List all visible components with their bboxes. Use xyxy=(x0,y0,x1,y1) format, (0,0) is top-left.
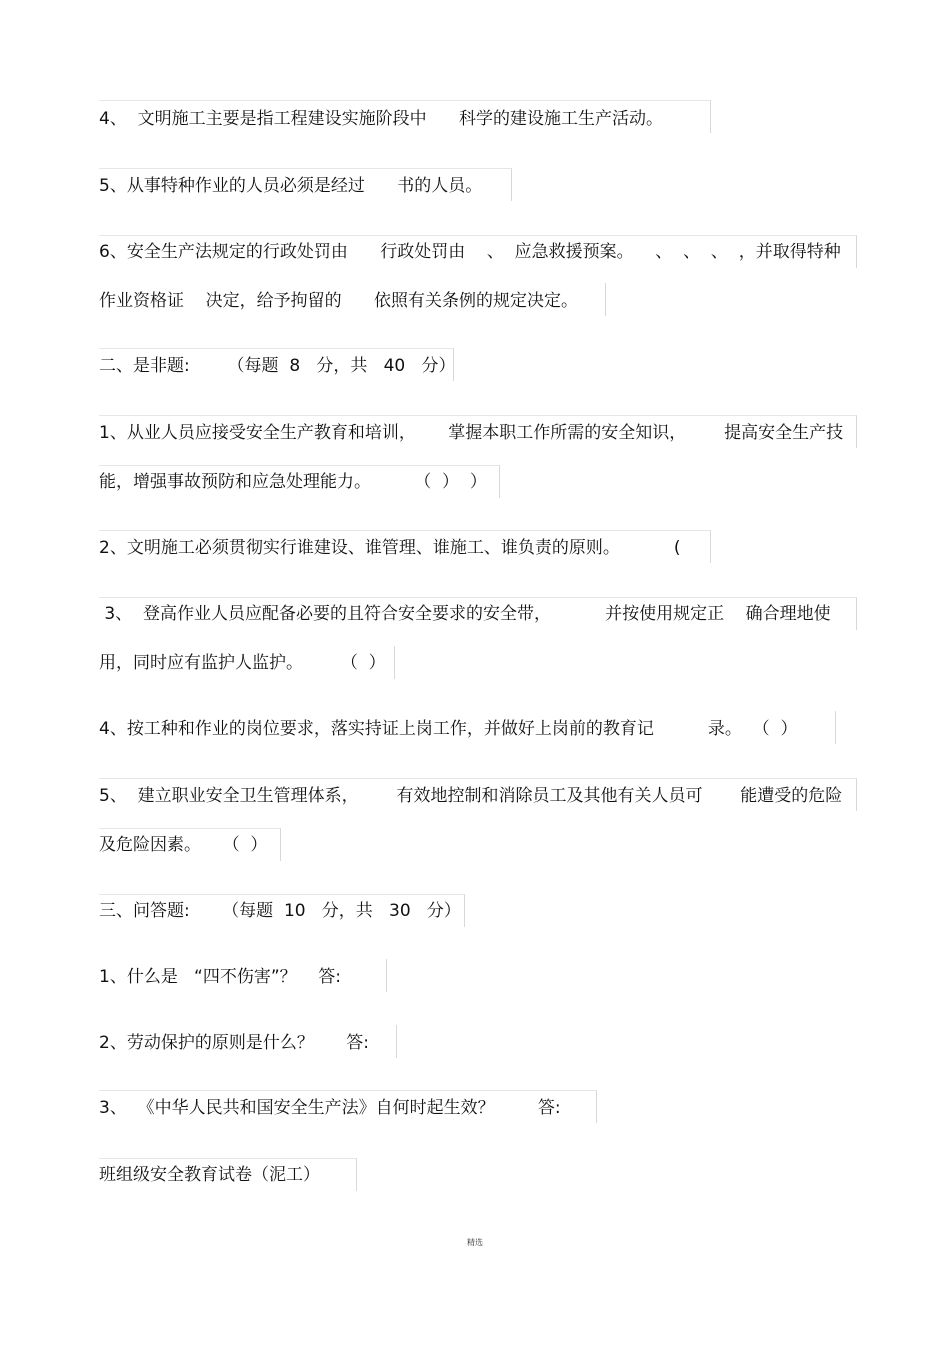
section-qa-heading: 三、问答题: （每题 10 分，共 30 分） xyxy=(99,901,461,921)
question-tf-4: 4、按工种和作业的岗位要求，落实持证上岗工作，并做好上岗前的教育记 录。 （ ） xyxy=(99,719,798,739)
question-fill-5: 5、从事特种作业的人员必须是经过 书的人员。 xyxy=(99,176,483,196)
question-qa-1: 1、什么是 “四不伤害”？ 答: xyxy=(99,967,341,987)
page-footer: 精选 xyxy=(467,1238,483,1247)
question-tf-1-line1: 1、从业人员应接受安全生产教育和培训， 掌握本职工作所需的安全知识， 提高安全生产技 xyxy=(99,423,844,443)
question-fill-6-line1: 6、安全生产法规定的行政处罚由 行政处罚由 、 应急救援预案。 、 、 、 ，并取得特种 xyxy=(99,242,841,262)
exam-title: 班组级安全教育试卷（泥工） xyxy=(99,1165,320,1185)
question-tf-5-line1: 5、 建立职业安全卫生管理体系， 有效地控制和消除员工及其他有关人员可 能遭受的危险 xyxy=(99,786,843,806)
question-tf-1-line2: 能，增强事故预防和应急处理能力。 （ ） ） xyxy=(99,472,487,492)
question-fill-6-line2: 作业资格证 决定，给予拘留的 依照有关条例的规定决定。 xyxy=(99,291,579,311)
question-tf-5-line2: 及危险因素。 （ ） xyxy=(99,835,268,855)
question-tf-3-line2: 用，同时应有监护人监护。 （ ） xyxy=(99,653,386,673)
question-qa-2: 2、劳动保护的原则是什么？ 答: xyxy=(99,1033,369,1053)
question-qa-3: 3、 《中华人民共和国安全生产法》自何时起生效？ 答: xyxy=(99,1098,561,1118)
question-fill-4: 4、 文明施工主要是指工程建设实施阶段中 科学的建设施工生产活动。 xyxy=(99,109,664,129)
section-true-false-heading: 二、是非题: （每题 8 分，共 40 分） xyxy=(99,356,456,376)
question-tf-2: 2、文明施工必须贯彻实行谁建设、谁管理、谁施工、谁负责的原则。 ( xyxy=(99,538,681,558)
question-tf-3-line1: 3、 登高作业人员应配备必要的且符合安全要求的安全带， 并按使用规定正 确合理地使 xyxy=(99,604,831,624)
